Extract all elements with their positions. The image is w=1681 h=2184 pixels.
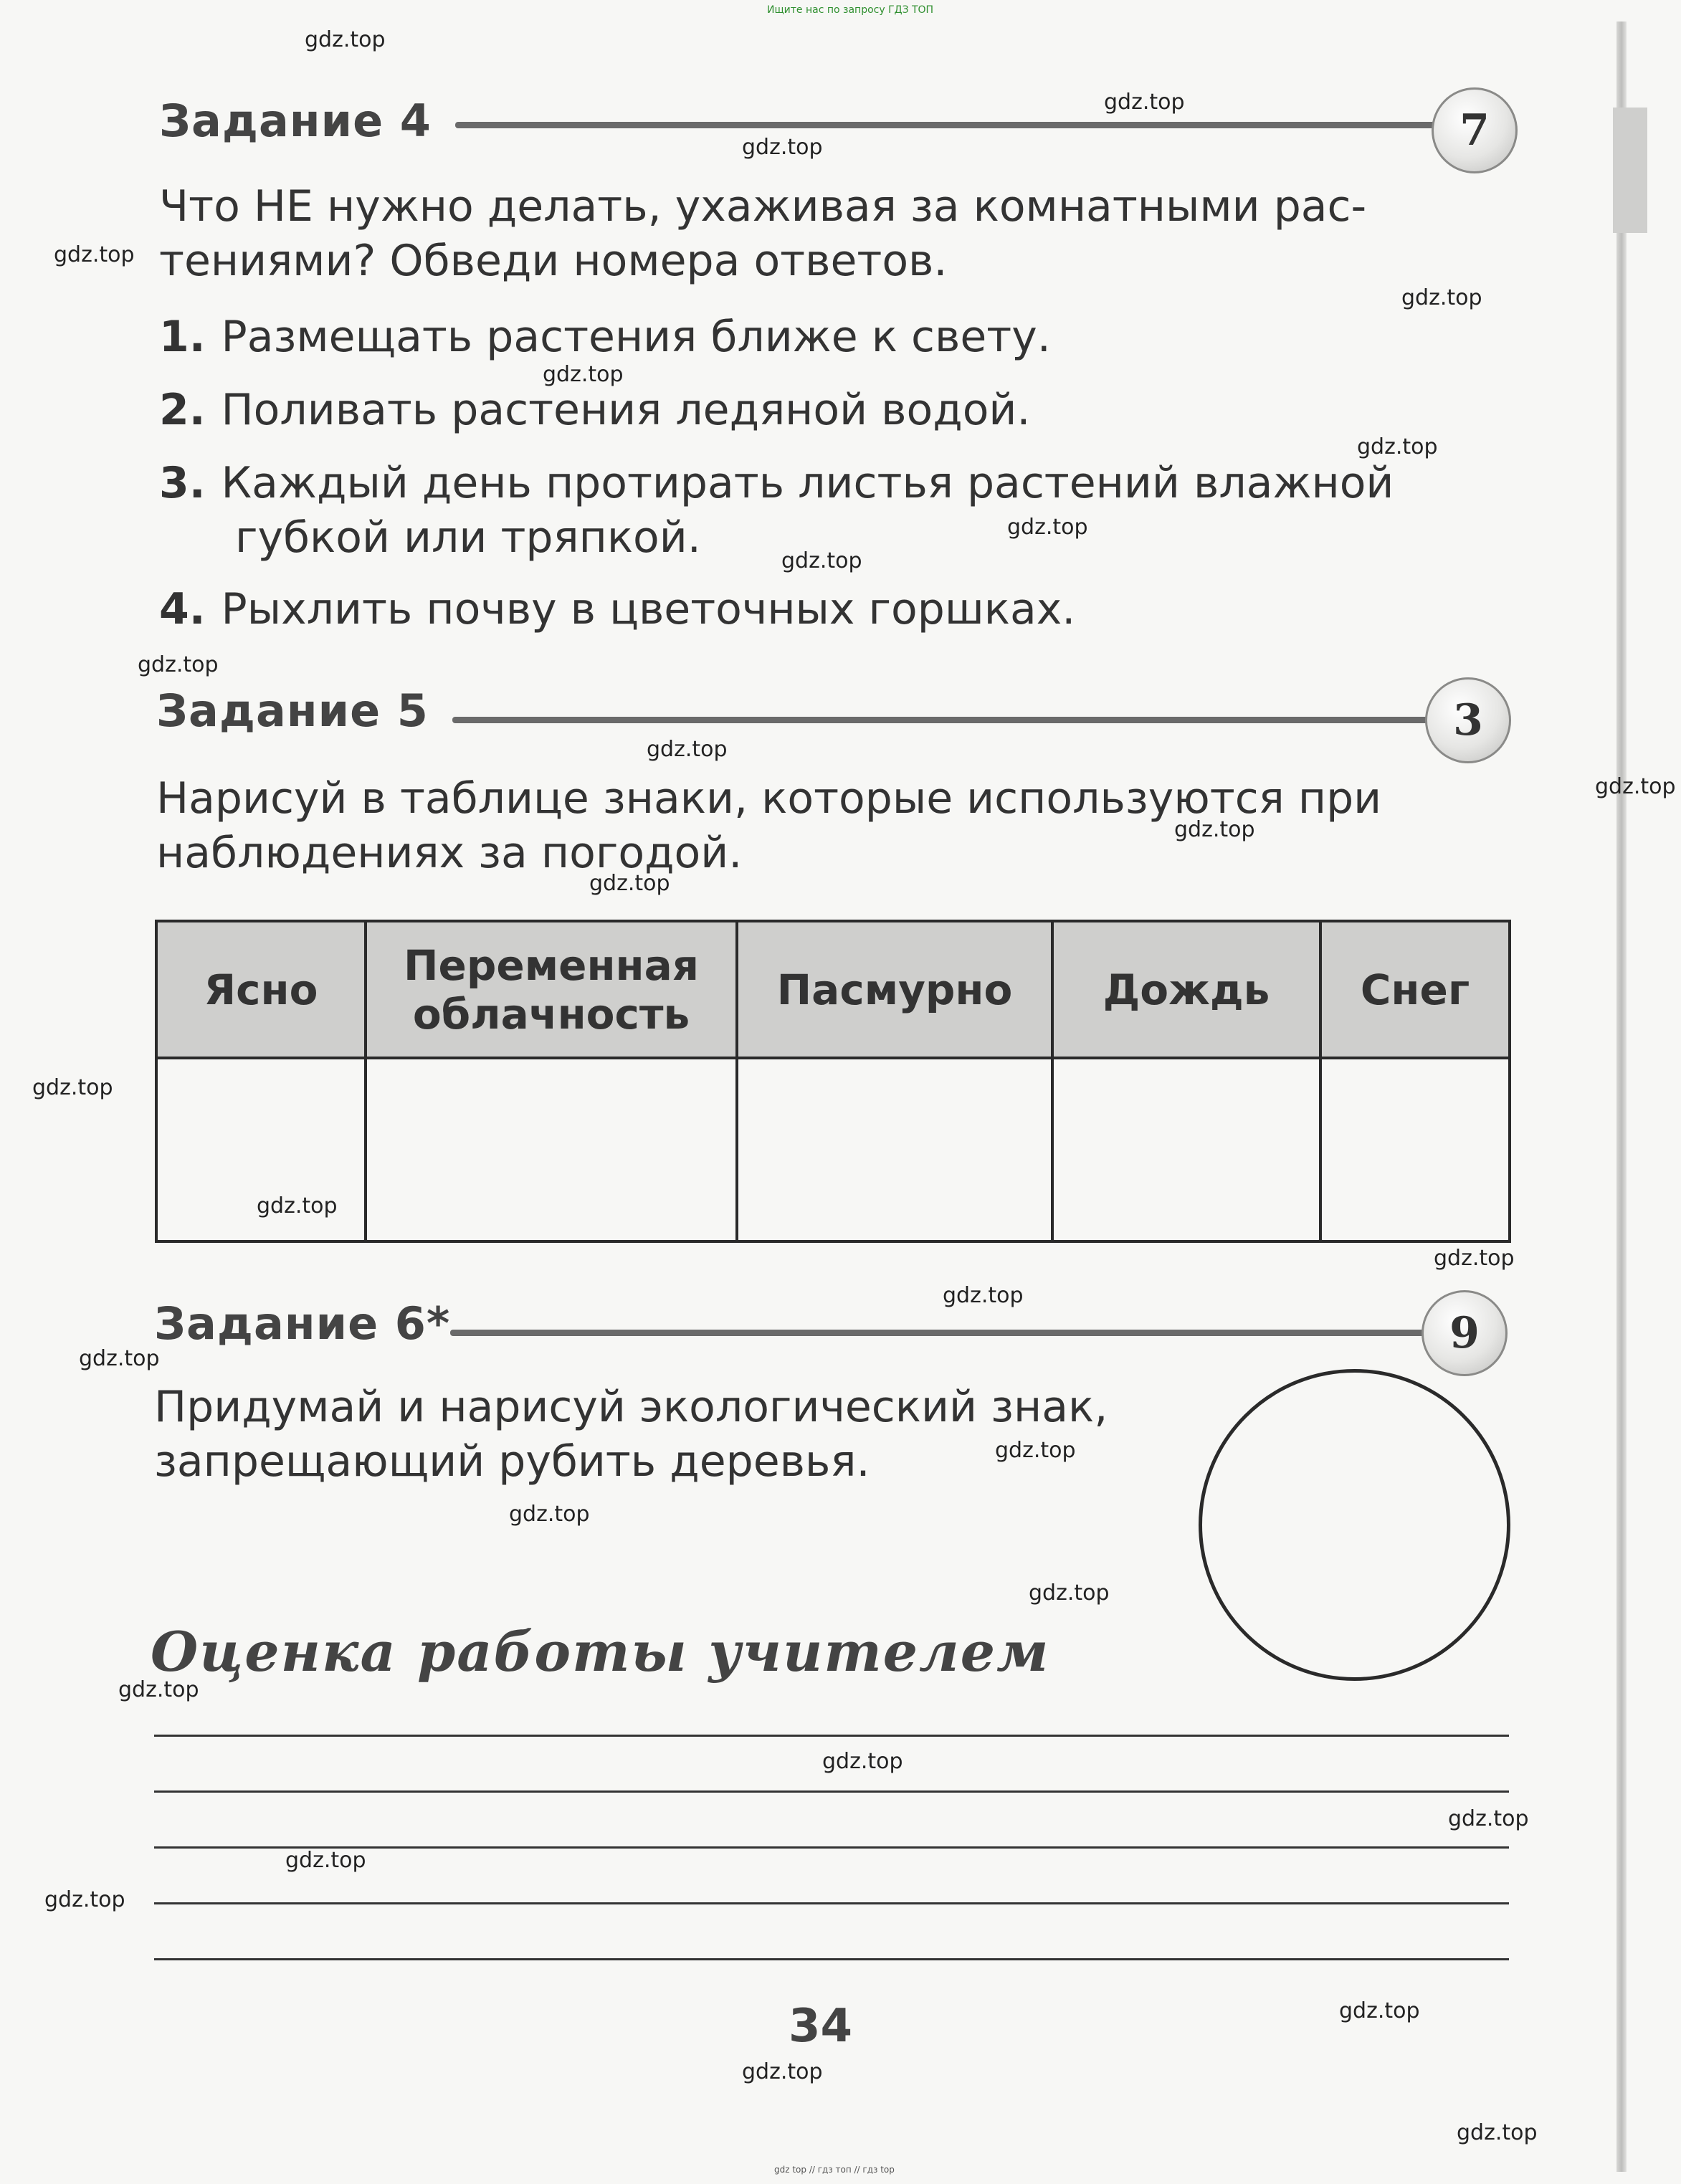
option-text: Размещать растения ближе к свету.	[221, 312, 1051, 362]
task-6-question-line-2: запрещающий рубить деревья.	[154, 1436, 870, 1487]
option-number: 4.	[159, 584, 206, 634]
task-6-score-badge: 9	[1422, 1290, 1508, 1376]
watermark: gdz.top	[1595, 774, 1676, 799]
draw-cell-overcast[interactable]	[737, 1058, 1052, 1241]
watermark: gdz.top	[543, 362, 624, 387]
footer-note[interactable]: gdz top // гдз топ // гдз top	[774, 2165, 895, 2175]
watermark: gdz.top	[742, 135, 823, 160]
option-text: Рыхлить почву в цветочных горшках.	[221, 584, 1076, 634]
task-4-option-3-continued: губкой или тряпкой.	[235, 512, 701, 563]
option-text: Поливать растения ледяной водой.	[221, 385, 1031, 435]
header-clear: Ясно	[156, 921, 366, 1058]
option-text: Каждый день протирать листья растений влажной	[221, 458, 1394, 508]
weather-signs-table	[155, 920, 1511, 1243]
header-snow: Снег	[1320, 921, 1510, 1058]
watermark: gdz.top	[589, 871, 670, 896]
watermark: gdz.top	[285, 1848, 366, 1873]
option-number: 3.	[159, 458, 206, 508]
header-partly-cloudy: Переменная облачность	[366, 921, 737, 1058]
task-4-question-line-1: Что НЕ нужно делать, ухаживая за комнатными рас-	[159, 181, 1367, 232]
watermark: gdz.top	[305, 27, 386, 52]
header-note[interactable]: Ищите нас по запросу ГДЗ ТОП	[767, 4, 934, 16]
watermark: gdz.top	[509, 1502, 590, 1527]
watermark: gdz.top	[1339, 1998, 1420, 2023]
grade-line[interactable]	[154, 1790, 1509, 1793]
task-4-rule	[455, 122, 1437, 128]
watermark: gdz.top	[32, 1075, 113, 1100]
grade-line[interactable]	[154, 1958, 1509, 1960]
option-number: 2.	[159, 385, 206, 435]
draw-cell-snow[interactable]	[1320, 1058, 1510, 1241]
task-5-title: Задание 5	[156, 685, 429, 737]
task-5-question-line-2: наблюдениях за погодой.	[156, 828, 743, 878]
watermark: gdz.top	[1448, 1806, 1529, 1831]
task-6-question-line-1: Придумай и нарисуй экологический знак,	[154, 1382, 1108, 1432]
watermark: gdz.top	[1029, 1580, 1110, 1606]
task-4-header	[159, 87, 1518, 173]
task-6-header	[154, 1290, 1513, 1376]
header-overcast: Пасмурно	[737, 921, 1052, 1058]
task-4-option-4[interactable]	[159, 582, 1075, 636]
teacher-grade-label: Оценка работы учителем	[151, 1620, 1050, 1684]
watermark: gdz.top	[1174, 817, 1255, 842]
watermark: gdz.top	[647, 737, 728, 762]
watermark: gdz.top	[943, 1283, 1024, 1308]
watermark: gdz.top	[1104, 90, 1185, 115]
grade-line[interactable]	[154, 1902, 1509, 1904]
task-6-rule	[450, 1330, 1432, 1336]
task-5-header	[156, 677, 1515, 763]
task-5-question-line-1: Нарисуй в таблице знаки, которые используются при	[156, 773, 1382, 824]
page-edge-tab	[1613, 108, 1647, 233]
watermark: gdz.top	[79, 1346, 160, 1371]
table-drawing-row	[156, 1058, 1510, 1241]
watermark: gdz.top	[781, 548, 862, 573]
task-5-rule	[452, 717, 1434, 723]
watermark: gdz.top	[138, 652, 219, 677]
watermark: gdz.top	[742, 2059, 823, 2084]
watermark: gdz.top	[257, 1193, 338, 1219]
grade-line[interactable]	[154, 1735, 1509, 1737]
table-header-row	[156, 921, 1510, 1058]
task-4-option-2[interactable]	[159, 383, 1031, 437]
watermark: gdz.top	[1007, 515, 1088, 540]
draw-cell-rain[interactable]	[1052, 1058, 1320, 1241]
watermark: gdz.top	[44, 1887, 125, 1912]
watermark: gdz.top	[54, 242, 135, 267]
page-edge-shadow	[1616, 22, 1627, 2172]
header-rain: Дождь	[1052, 921, 1320, 1058]
watermark: gdz.top	[1401, 285, 1482, 310]
watermark: gdz.top	[118, 1677, 199, 1702]
watermark: gdz.top	[1457, 2120, 1538, 2145]
task-4-option-1[interactable]	[159, 310, 1051, 364]
task-5-score-badge: 3	[1425, 677, 1511, 763]
page-number: 34	[789, 2000, 853, 2053]
task-4-score-badge: 7	[1432, 87, 1518, 173]
task-6-title: Задание 6*	[154, 1297, 451, 1350]
watermark: gdz.top	[822, 1749, 903, 1774]
draw-cell-partly-cloudy[interactable]	[366, 1058, 737, 1241]
watermark: gdz.top	[1434, 1246, 1515, 1271]
task-4-title: Задание 4	[159, 95, 432, 147]
watermark: gdz.top	[995, 1438, 1076, 1463]
task-4-option-3[interactable]	[159, 456, 1394, 510]
task-4-question-line-2: тениями? Обведи номера ответов.	[159, 236, 948, 286]
eco-sign-drawing-circle[interactable]	[1199, 1369, 1510, 1681]
option-number: 1.	[159, 312, 206, 362]
watermark: gdz.top	[1357, 434, 1438, 459]
